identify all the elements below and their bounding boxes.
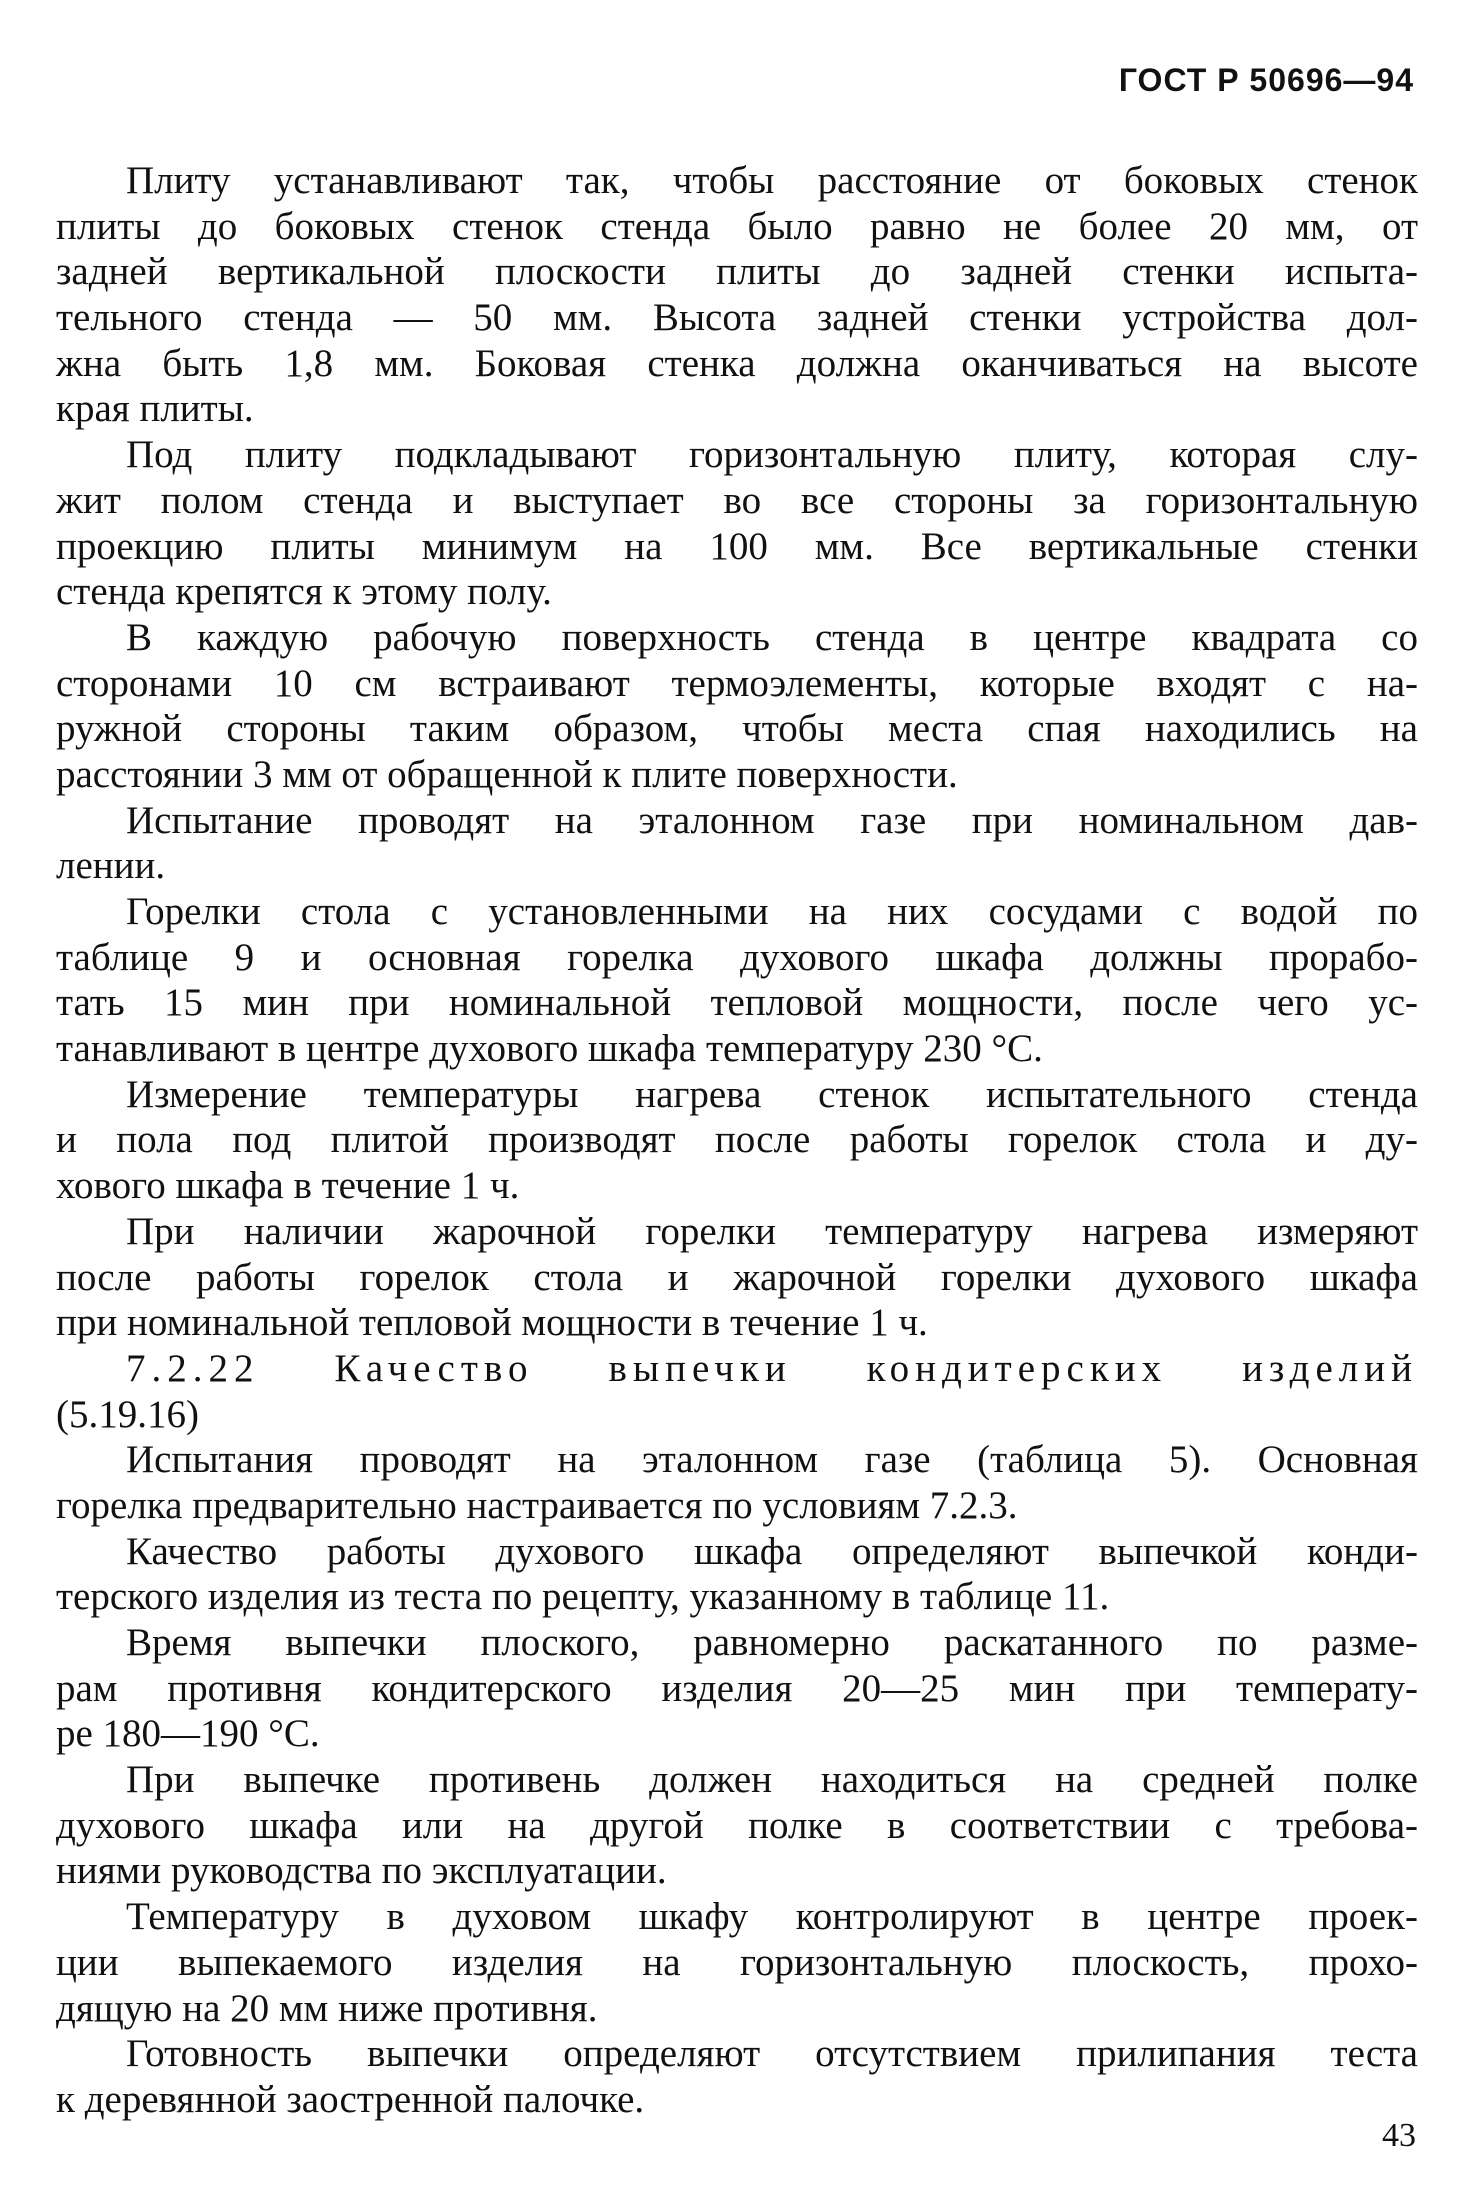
text-line: ружной стороны таким образом, чтобы места спая находились на	[56, 707, 1418, 751]
text-line: сторонами 10 см встраивают термоэлементы, которые входят с на-	[56, 661, 1418, 705]
text-line: тельного стенда — 50 мм. Высота задней стенки устройства дол-	[56, 296, 1418, 340]
text-line: плиты до боковых стенок стенда было равно не более 20 мм, от	[56, 204, 1418, 248]
paragraph	[56, 2031, 1418, 2122]
text-line: края плиты.	[56, 387, 254, 431]
text-line: В каждую рабочую поверхность стенда в центре квадрата со	[126, 615, 1418, 659]
text-line: проекцию плиты минимум на 100 мм. Все вертикальные стенки	[56, 524, 1418, 568]
text-line: после работы горелок стола и жарочной горелки духового шкафа	[56, 1255, 1418, 1299]
text-line: к деревянной заостренной палочке.	[56, 2077, 645, 2121]
text-line: При наличии жарочной горелки температуру нагрева измеряют	[126, 1209, 1418, 1253]
text-line: тать 15 мин при номинальной тепловой мощности, после чего ус-	[56, 981, 1418, 1025]
text-line: танавливают в центре духового шкафа температуру 230 °С.	[56, 1027, 1043, 1071]
text-line: Качество работы духового шкафа определяют выпечкой конди-	[126, 1529, 1418, 1573]
text-line: задней вертикальной плоскости плиты до задней стенки испыта-	[56, 250, 1418, 294]
paragraph	[56, 158, 1418, 432]
text-line: Измерение температуры нагрева стенок испытательного стенда	[126, 1072, 1418, 1116]
document-header: ГОСТ Р 50696—94	[1118, 62, 1414, 98]
text-line: дящую на 20 мм ниже противня.	[56, 1986, 598, 2030]
text-line: хового шкафа в течение 1 ч.	[56, 1164, 520, 1208]
text-line: (5.19.16)	[56, 1392, 199, 1436]
text-line: Плиту устанавливают так, чтобы расстояние от боковых стенок	[126, 159, 1418, 202]
text-line: ниями руководства по эксплуатации.	[56, 1849, 667, 1893]
text-line: терского изделия из теста по рецепту, указанному в таблице 11.	[56, 1575, 1110, 1619]
paragraph	[56, 1620, 1418, 1757]
paragraph	[56, 1529, 1418, 1620]
text-line: духового шкафа или на другой полке в соответствии с требова-	[56, 1803, 1418, 1847]
text-line: Температуру в духовом шкафу контролируют в центре проек-	[126, 1895, 1418, 1939]
paragraph	[56, 432, 1418, 615]
paragraph	[56, 889, 1418, 1072]
paragraph	[56, 1894, 1418, 2031]
section-heading	[56, 1346, 1418, 1437]
text-line: 7.2.22 Качество выпечки кондитерских изделий	[126, 1346, 1418, 1390]
text-line: Время выпечки плоского, равномерно раскатанного по разме-	[126, 1621, 1418, 1664]
text-line: жна быть 1,8 мм. Боковая стенка должна оканчиваться на высоте	[56, 341, 1418, 385]
text-line: расстоянии 3 мм от обращенной к плите поверхности.	[56, 752, 958, 796]
text-line: При выпечке противень должен находиться на средней полке	[126, 1758, 1418, 1802]
paragraph	[56, 1437, 1418, 1528]
text-line: Готовность выпечки определяют отсутствием прилипания теста	[126, 2032, 1418, 2076]
text-line: ции выпекаемого изделия на горизонтальную плоскость, прохо-	[56, 1940, 1418, 1984]
paragraph	[56, 1072, 1418, 1209]
text-line: таблице 9 и основная горелка духового шкафа должны прорабо-	[56, 935, 1418, 979]
text-line: Горелки стола с установленными на них сосудами с водой по	[126, 890, 1418, 933]
paragraph	[56, 1757, 1418, 1894]
text-line: Под плиту подкладывают горизонтальную плиту, которая слу-	[126, 433, 1418, 477]
page-number: 43	[1382, 2117, 1416, 2154]
text-line: Испытание проводят на эталонном газе при номинальном дав-	[126, 798, 1418, 842]
paragraph	[56, 615, 1418, 798]
text-line: и пола под плитой производят после работы горелок стола и ду-	[56, 1118, 1418, 1162]
text-line: стенда крепятся к этому полу.	[56, 570, 552, 614]
text-line: Испытания проводят на эталонном газе (таблица 5). Основная	[126, 1438, 1418, 1482]
text-line: лении.	[56, 844, 166, 888]
text-line: рам противня кондитерского изделия 20—25 мин при температу-	[56, 1666, 1418, 1710]
paragraph	[56, 1209, 1418, 1346]
text-line: жит полом стенда и выступает во все стороны за горизонтальную	[56, 478, 1418, 522]
document-body	[56, 158, 1418, 2123]
text-line: ре 180—190 °С.	[56, 1712, 320, 1756]
text-line: горелка предварительно настраивается по условиям 7.2.3.	[56, 1483, 1018, 1527]
text-line: при номинальной тепловой мощности в течение 1 ч.	[56, 1301, 928, 1345]
paragraph	[56, 798, 1418, 889]
